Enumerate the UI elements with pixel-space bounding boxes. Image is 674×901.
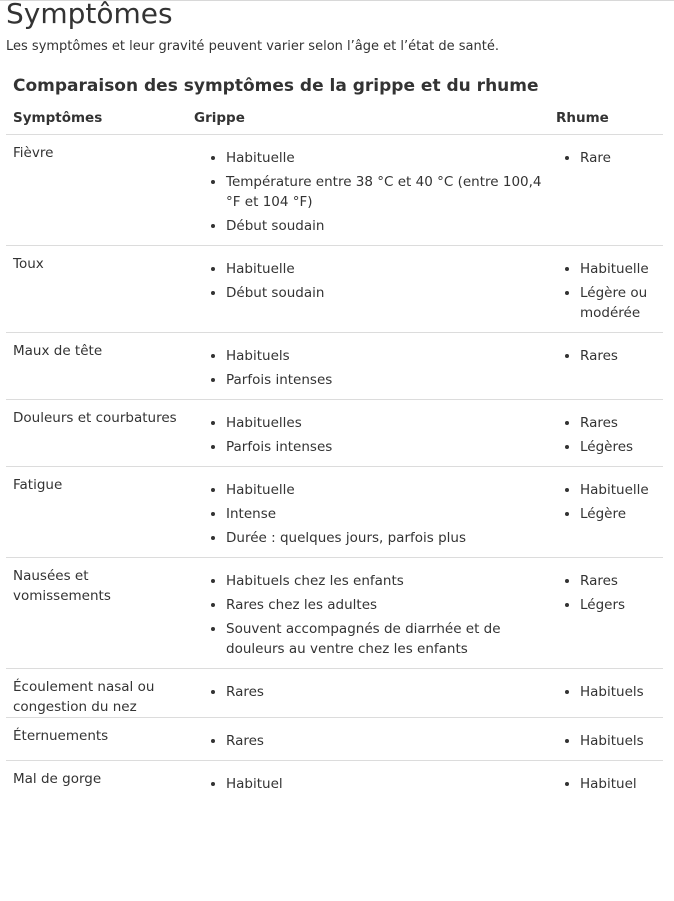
- rhume-list-item: • Légère ou modérée: [580, 283, 656, 323]
- rhume-list-item: • Habituels: [580, 731, 656, 751]
- page-title: Symptômes: [6, 0, 173, 30]
- symptom-cell: Maux de tête: [6, 333, 187, 400]
- rhume-list-item: • Rares: [580, 413, 656, 433]
- rhume-list-item: • Légère: [580, 504, 656, 524]
- table-row: [6, 135, 663, 246]
- rhume-list-item: • Rares: [580, 571, 656, 591]
- rhume-cell: [549, 558, 663, 669]
- rhume-list-item: • Habituel: [580, 774, 656, 794]
- grippe-list-item: • Début soudain: [226, 283, 542, 303]
- grippe-list: [194, 148, 542, 236]
- table-row: [6, 467, 663, 558]
- rhume-list-item: • Rares: [580, 346, 656, 366]
- symptom-cell: Douleurs et courbatures: [6, 400, 187, 467]
- grippe-list-item: • Habituels chez les enfants: [226, 571, 542, 591]
- grippe-list: [194, 480, 542, 548]
- rhume-list: [556, 413, 656, 457]
- rhume-list-item: • Habituelle: [580, 480, 656, 500]
- grippe-cell: [187, 400, 549, 467]
- table-row: [6, 558, 663, 669]
- symptom-cell: Écoulement nasal ou congestion du nez: [6, 669, 187, 718]
- grippe-cell: [187, 669, 549, 718]
- rhume-list: [556, 682, 656, 702]
- table-row: [6, 400, 663, 467]
- grippe-list-item: • Température entre 38 °C et 40 °C (entre 100,4 °F et 104 °F): [226, 172, 542, 212]
- rhume-list-item: • Habituelle: [580, 259, 656, 279]
- table-row: [6, 669, 663, 718]
- table-body: [6, 135, 663, 804]
- grippe-list: [194, 346, 542, 390]
- header-symptomes: Symptômes: [6, 105, 187, 135]
- grippe-list-item: • Intense: [226, 504, 542, 524]
- rhume-list: [556, 571, 656, 615]
- table-row: [6, 246, 663, 333]
- rhume-list: [556, 346, 656, 366]
- grippe-list-item: • Parfois intenses: [226, 437, 542, 457]
- symptom-cell: Toux: [6, 246, 187, 333]
- grippe-list: [194, 774, 542, 794]
- rhume-list-item: • Rare: [580, 148, 656, 168]
- rhume-cell: [549, 246, 663, 333]
- grippe-list-item: • Rares: [226, 682, 542, 702]
- grippe-list-item: • Début soudain: [226, 216, 542, 236]
- rhume-cell: [549, 669, 663, 718]
- table-row: [6, 761, 663, 804]
- grippe-list-item: • Durée : quelques jours, parfois plus: [226, 528, 542, 548]
- grippe-cell: [187, 467, 549, 558]
- symptom-cell: Fatigue: [6, 467, 187, 558]
- grippe-list: [194, 259, 542, 303]
- grippe-list-item: • Habituels: [226, 346, 542, 366]
- rhume-cell: [549, 400, 663, 467]
- rhume-list: [556, 774, 656, 794]
- grippe-list-item: • Habituelle: [226, 259, 542, 279]
- rhume-cell: [549, 761, 663, 804]
- grippe-list-item: • Parfois intenses: [226, 370, 542, 390]
- grippe-list-item: • Habituelles: [226, 413, 542, 433]
- header-rhume: Rhume: [549, 105, 663, 135]
- intro-text: Les symptômes et leur gravité peuvent varier selon l’âge et l’état de santé.: [6, 39, 499, 54]
- grippe-cell: [187, 333, 549, 400]
- rhume-cell: [549, 467, 663, 558]
- rhume-list: [556, 480, 656, 524]
- grippe-cell: [187, 558, 549, 669]
- grippe-list: [194, 413, 542, 457]
- rhume-list: [556, 259, 656, 323]
- rhume-list-item: • Habituels: [580, 682, 656, 702]
- header-grippe: Grippe: [187, 105, 549, 135]
- symptom-cell: Fièvre: [6, 135, 187, 246]
- grippe-list-item: • Rares: [226, 731, 542, 751]
- symptom-cell: Nausées et vomissements: [6, 558, 187, 669]
- table-header-row: [6, 105, 663, 135]
- rhume-list: [556, 148, 656, 168]
- rhume-list-item: • Légers: [580, 595, 656, 615]
- grippe-list: [194, 731, 542, 751]
- grippe-list-item: • Habituelle: [226, 480, 542, 500]
- grippe-list: [194, 571, 542, 659]
- grippe-cell: [187, 761, 549, 804]
- grippe-cell: [187, 135, 549, 246]
- grippe-list-item: • Habituel: [226, 774, 542, 794]
- symptom-cell: Mal de gorge: [13, 771, 102, 787]
- table-row: [6, 718, 663, 761]
- rhume-cell: [549, 135, 663, 246]
- grippe-list: [194, 682, 542, 702]
- grippe-list-item: • Rares chez les adultes: [226, 595, 542, 615]
- rhume-list-item: • Légères: [580, 437, 656, 457]
- rhume-cell: [549, 718, 663, 761]
- rhume-cell: [549, 333, 663, 400]
- grippe-cell: [187, 718, 549, 761]
- grippe-cell: [187, 246, 549, 333]
- symptom-cell: Éternuements: [6, 718, 187, 761]
- grippe-list-item: • Souvent accompagnés de diarrhée et de douleurs au ventre chez les enfants: [226, 619, 542, 659]
- rhume-list: [556, 731, 656, 751]
- table-caption: Comparaison des symptômes de la grippe et du rhume: [13, 76, 539, 96]
- comparison-table-container: [6, 105, 663, 803]
- table-row: [6, 333, 663, 400]
- comparison-table: [6, 105, 663, 803]
- grippe-list-item: • Habituelle: [226, 148, 542, 168]
